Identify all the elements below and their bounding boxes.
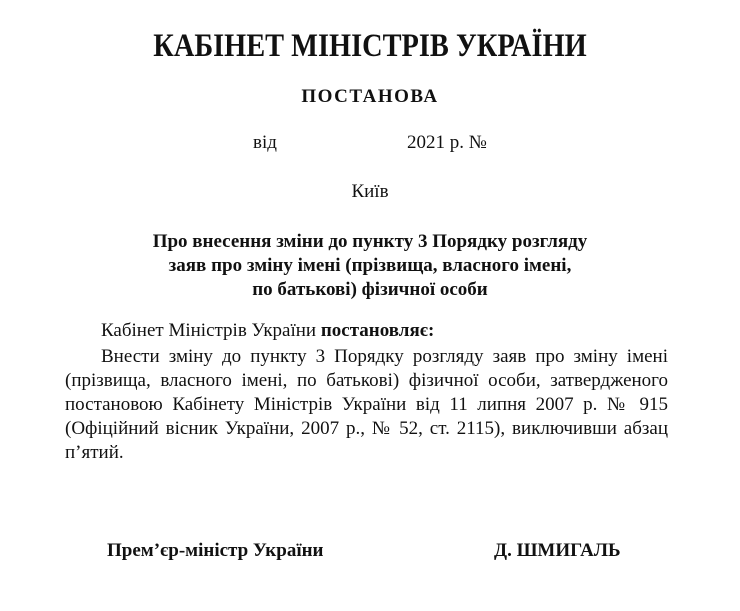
subject-line: Про внесення зміни до пункту 3 Порядку розгляду: [152, 231, 588, 252]
body-line: Внести зміну до пункту 3 Порядку розгляду заяв про зміну імені: [101, 346, 668, 367]
signatory-position: Прем’єр-міністр України: [107, 540, 324, 561]
document-type: ПОСТАНОВА: [301, 86, 439, 107]
document-subject: [0, 230, 740, 302]
document-title: КАБІНЕТ МІНІСТРІВ УКРАЇНИ: [153, 28, 587, 64]
body-line: постановою Кабінету Міністрів України від 11 липня 2007 р. № 915: [65, 394, 668, 415]
signatory-name: Д. ШМИГАЛЬ: [494, 540, 621, 561]
subject-line: заяв про зміну імені (прізвища, власного імені,: [168, 255, 572, 276]
body-paragraph: [65, 345, 668, 465]
preamble: [101, 320, 434, 342]
body-line: п’ятий.: [65, 442, 124, 463]
date-year-number: 2021 р. №: [407, 132, 487, 153]
date-prefix: від: [253, 132, 277, 153]
body-line: (прізвища, власного імені, по батькові) фізичної особи, затвердженого: [65, 370, 668, 391]
preamble-bold: постановляє:: [320, 320, 435, 341]
preamble-text: Кабінет Міністрів України: [101, 320, 321, 341]
body-line: (Офіційний вісник України, 2007 р., № 52, ст. 2115), виключивши абзац: [65, 418, 668, 439]
subject-line: по батькові) фізичної особи: [252, 279, 488, 300]
city: Київ: [351, 181, 389, 202]
